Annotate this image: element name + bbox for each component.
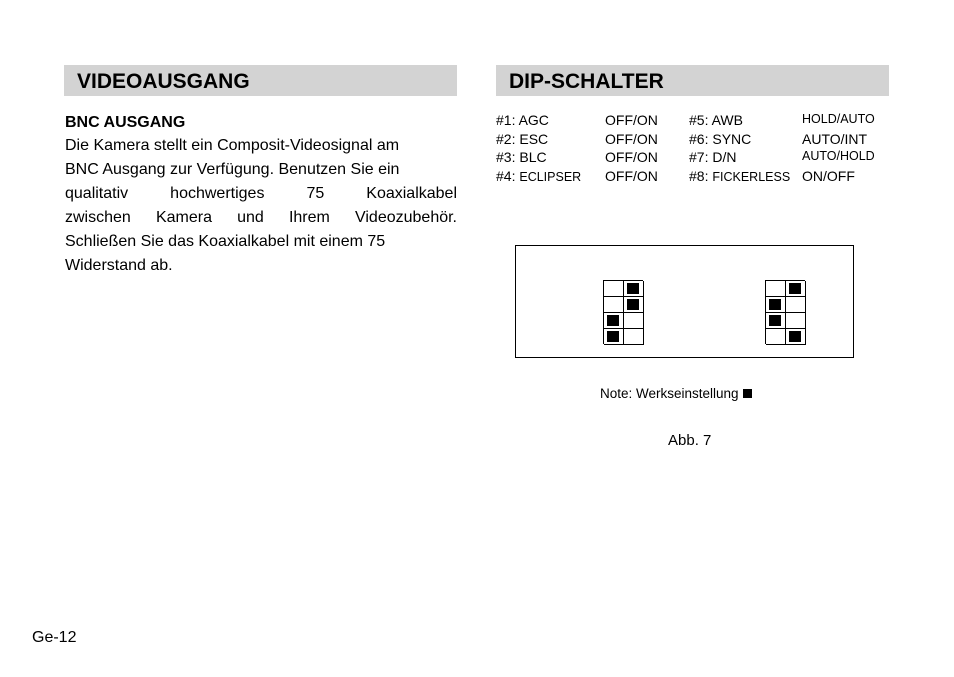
switch-name: ECLIPSER bbox=[519, 169, 582, 184]
dip-switch-cell bbox=[786, 313, 806, 329]
switch-label: #3: BLC bbox=[496, 149, 547, 165]
dip-switch-set-cell bbox=[786, 329, 806, 345]
switch-label: #5: AWB bbox=[689, 112, 743, 128]
dip-switch-block-1 bbox=[603, 280, 643, 344]
switch-value: AUTO/HOLD bbox=[802, 149, 875, 163]
dip-switch-set-cell bbox=[766, 313, 786, 329]
page-number: Ge-12 bbox=[32, 629, 77, 646]
switch-value: OFF/ON bbox=[605, 149, 658, 165]
dip-switch-set-cell bbox=[786, 281, 806, 297]
dip-switch-cell bbox=[604, 297, 624, 313]
dip-switch-set-cell bbox=[624, 281, 644, 297]
body-line: Schließen Sie das Koaxialkabel mit einem 75 bbox=[65, 233, 386, 250]
dip-switch-set-cell bbox=[766, 297, 786, 313]
dip-switch-set-cell bbox=[604, 313, 624, 329]
switch-label: #7: D/N bbox=[689, 149, 737, 165]
bnc-ausgang-subheading: BNC AUSGANG bbox=[65, 114, 186, 131]
dip-switch-cell bbox=[624, 313, 644, 329]
switch-number: #8: bbox=[689, 167, 713, 184]
dip-switch-set-cell bbox=[604, 329, 624, 345]
switch-label: #2: ESC bbox=[496, 130, 549, 147]
switch-number: #4: bbox=[496, 167, 520, 184]
switch-value: OFF/ON bbox=[605, 167, 658, 184]
switch-value: OFF/ON bbox=[605, 130, 658, 147]
body-line: BNC Ausgang zur Verfügung. Benutzen Sie ein bbox=[65, 161, 400, 178]
videoausgang-heading: VIDEOAUSGANG bbox=[64, 65, 457, 96]
dip-schalter-heading: DIP-SCHALTER bbox=[496, 65, 889, 96]
dip-switch-cell bbox=[624, 329, 644, 345]
body-line: zwischen Kamera und Ihrem Videozubehör. bbox=[65, 209, 457, 226]
body-line: qualitativ hochwertiges 75 Koaxialkabel bbox=[65, 185, 457, 202]
body-line: Widerstand ab. bbox=[65, 257, 173, 274]
switch-value: HOLD/AUTO bbox=[802, 112, 875, 126]
dip-switch-cell bbox=[766, 329, 786, 345]
switch-value: ON/OFF bbox=[802, 167, 855, 184]
figure-caption: Abb. 7 bbox=[668, 432, 712, 449]
dip-switch-cell bbox=[604, 281, 624, 297]
dip-switch-set-cell bbox=[624, 297, 644, 313]
body-line: Die Kamera stellt ein Composit-Videosignal am bbox=[65, 137, 400, 154]
switch-label bbox=[496, 168, 581, 184]
factory-setting-note bbox=[600, 386, 752, 401]
dip-switch-cell bbox=[766, 281, 786, 297]
switch-label bbox=[689, 168, 790, 184]
switch-name: FICKERLESS bbox=[712, 169, 791, 184]
dip-switch-cell bbox=[786, 297, 806, 313]
switch-value: AUTO/INT bbox=[802, 130, 868, 147]
bnc-description bbox=[65, 134, 457, 278]
switch-label: #6: SYNC bbox=[689, 130, 752, 147]
filled-square-icon bbox=[743, 389, 752, 398]
switch-label: #1: AGC bbox=[496, 112, 549, 128]
note-text: Note: Werkseinstellung bbox=[600, 386, 739, 401]
switch-value: OFF/ON bbox=[605, 112, 658, 128]
dip-switch-block-2 bbox=[765, 280, 805, 344]
